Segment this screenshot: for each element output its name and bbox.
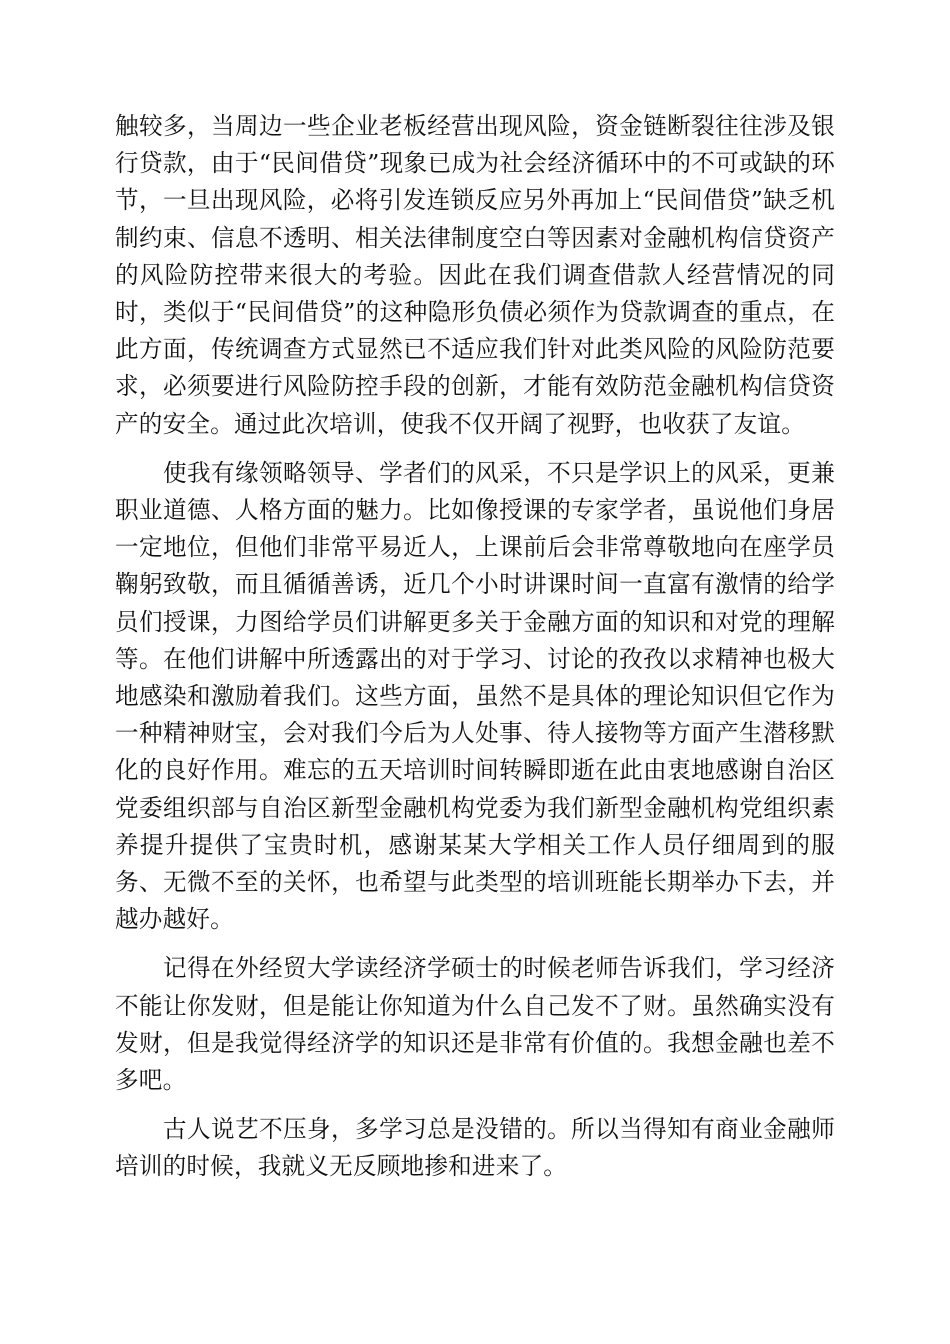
paragraph-1: 触较多，当周边一些企业老板经营出现风险，资金链断裂往往涉及银行贷款，由于“民间借贷”现象已成为社会经济循环中的不可或缺的环节，一旦出现风险，必将引发连锁反应另外再加上“民间借贷”缺乏机制约束、信息不透明、相关法律制度空白等因素对金融机构信贷资产的风险防控带来很大的考验。因此在我们调查借款人经营情况的同时，类似于“民间借贷”的这种隐形负债必须作为贷款调查的重点，在此方面，传统调查方式显然已不适应我们针对此类风险的风险防范要求，必须要进行风险防控手段的创新，才能有效防范金融机构信贷资产的安全。通过此次培训，使我不仅开阔了视野，也收获了友谊。: [115, 112, 835, 438]
paragraph-4: 古人说艺不压身，多学习总是没错的。所以当得知有商业金融师培训的时候，我就义无反顾地掺和进来了。: [115, 1115, 835, 1181]
document-body: [115, 108, 835, 1198]
paragraph-2: 使我有缘领略领导、学者们的风采，不只是学识上的风采，更兼职业道德、人格方面的魅力。比如像授课的专家学者，虽说他们身居一定地位，但他们非常平易近人，上课前后会非常尊敬地向在座学员鞠躬致敬，而且循循善诱，近几个小时讲课时间一直富有激情的给学员们授课，力图给学员们讲解更多关于金融方面的知识和对党的理解等。在他们讲解中所透露出的对于学习、讨论的孜孜以求精神也极大地感染和激励着我们。这些方面，虽然不是具体的理论知识但它作为一种精神财宝，会对我们今后为人处事、待人接物等方面产生潜移默化的良好作用。难忘的五天培训时间转瞬即逝在此由衷地感谢自治区党委组织部与自治区新型金融机构党委为我们新型金融机构党组织素养提升提供了宝贵时机，感谢某某大学相关工作人员仔细周到的服务、无微不至的关怀，也希望与此类型的培训班能长期举办下去，并越办越好。: [115, 458, 835, 934]
paragraph-3: 记得在外经贸大学读经济学硕士的时候老师告诉我们，学习经济不能让你发财，但是能让你知道为什么自己发不了财。虽然确实没有发财，但是我觉得经济学的知识还是非常有价值的。我想金融也差不多吧。: [115, 954, 835, 1095]
